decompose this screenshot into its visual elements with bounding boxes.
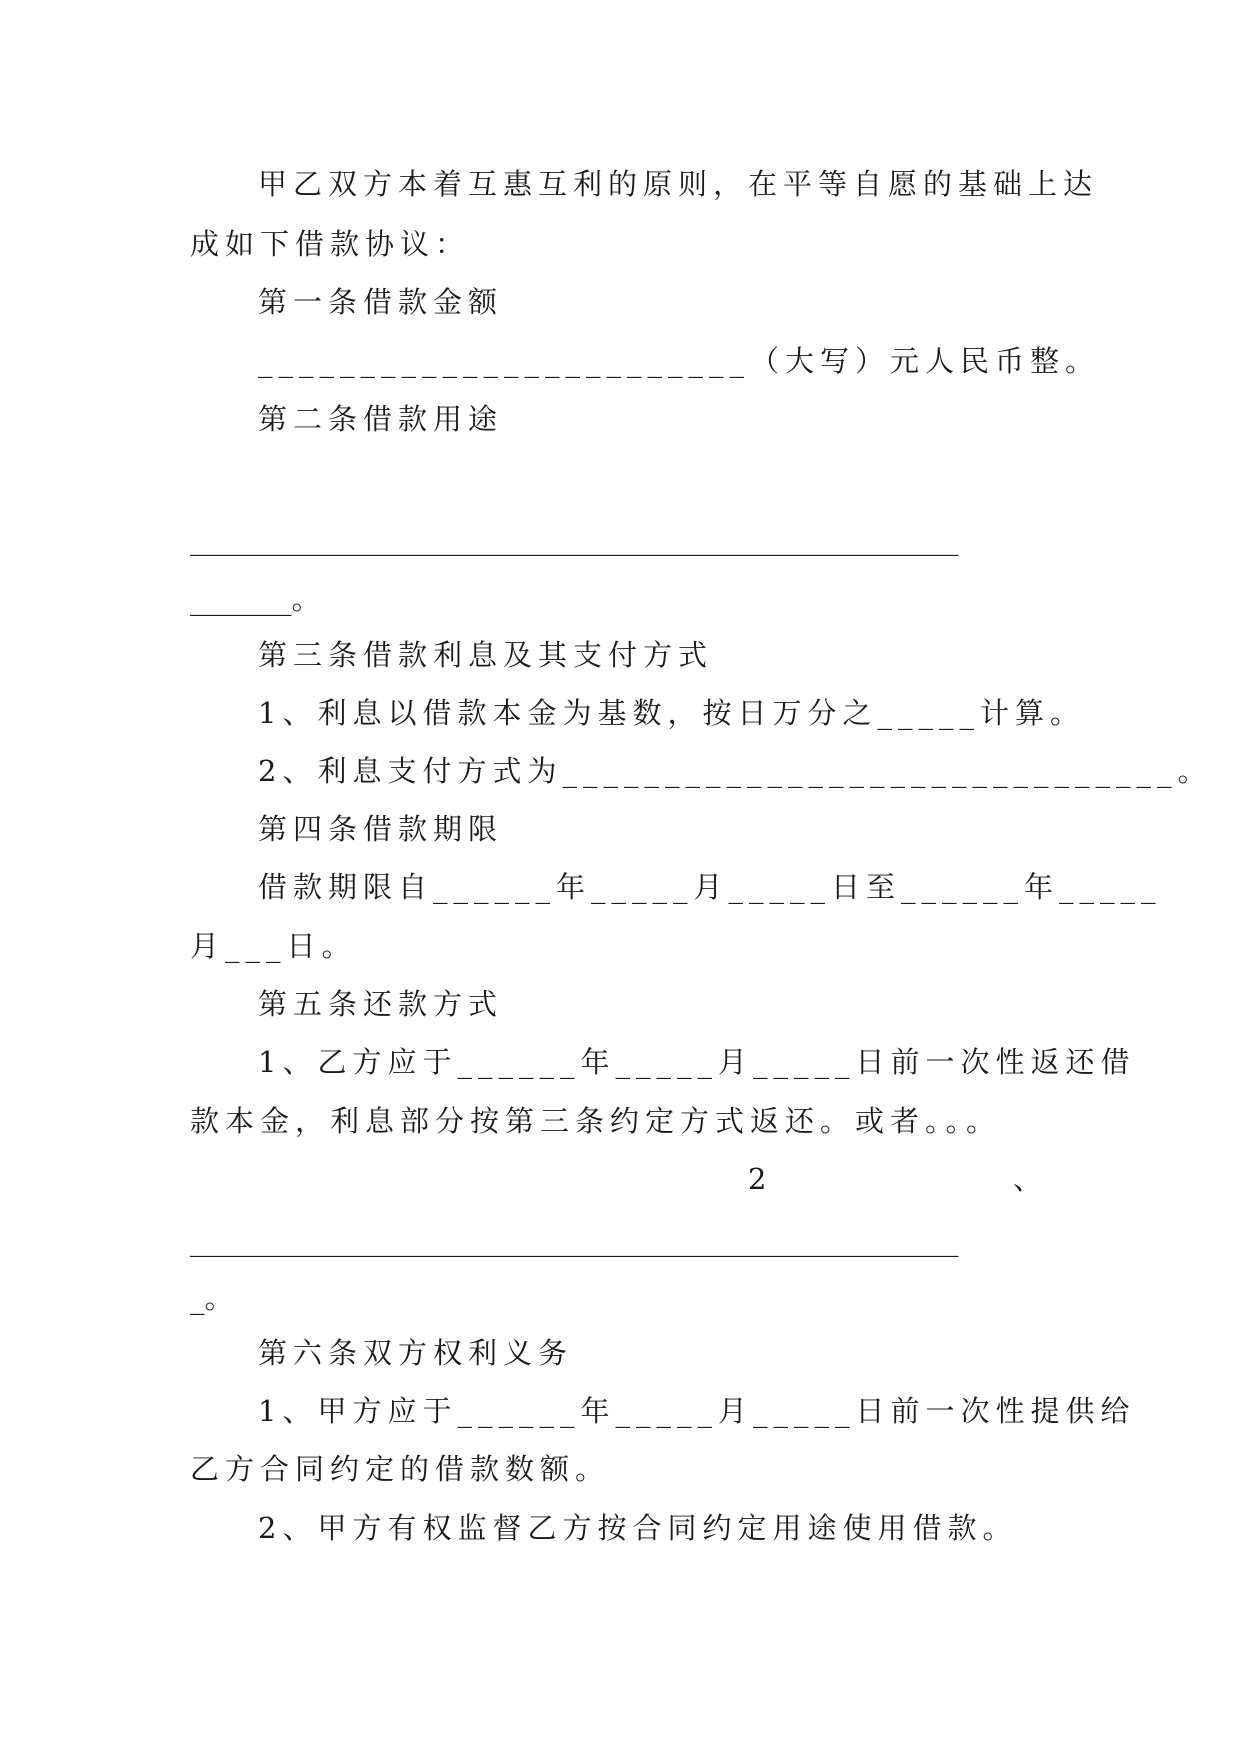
article-5-clause-2-blank-line-2: _。 bbox=[190, 1281, 234, 1315]
article-6-clause-1-line-2: 乙方合同约定的借款数额。 bbox=[190, 1452, 611, 1486]
article-6-clause-2: 2、甲方有权监督乙方按合同约定用途使用借款。 bbox=[258, 1511, 1018, 1545]
article-4-heading: 第四条借款期限 bbox=[258, 812, 504, 846]
article-5-clause-1-line-2: 款本金，利息部分按第三条约定方式返还。或者。。。 bbox=[190, 1104, 1002, 1138]
article-1-amount-line: ________________________（大写）元人民币整。 bbox=[258, 344, 1101, 378]
article-5-clause-2-number: 2 bbox=[748, 1162, 773, 1196]
paragraph-preamble-line-2: 成如下借款协议： bbox=[190, 227, 471, 261]
article-2-blank-line-2: _______。 bbox=[190, 582, 321, 616]
article-4-term-line-2: 月___日。 bbox=[190, 929, 357, 963]
article-3-heading: 第三条借款利息及其支付方式 bbox=[258, 638, 714, 672]
paragraph-preamble-line-1: 甲乙双方本着互惠互利的原则，在平等自愿的基础上达 bbox=[258, 167, 1099, 201]
article-5-clause-2-mark: 、 bbox=[1013, 1162, 1049, 1196]
article-5-clause-1-line-1: 1、乙方应于______年_____月_____日前一次性返还借 bbox=[258, 1045, 1136, 1079]
article-3-clause-1: 1、利息以借款本金为基数，按日万分之_____计算。 bbox=[258, 696, 1085, 730]
article-5-clause-2-blank-line-1: _____________________________________________________ bbox=[190, 1223, 959, 1257]
article-6-clause-1-line-1: 1、甲方应于______年_____月_____日前一次性提供给 bbox=[258, 1394, 1136, 1428]
article-1-heading: 第一条借款金额 bbox=[258, 285, 504, 319]
article-2-heading: 第二条借款用途 bbox=[258, 402, 504, 436]
article-4-term-line-1: 借款期限自______年_____月_____日至______年_____ bbox=[258, 870, 1162, 904]
article-6-heading: 第六条双方权利义务 bbox=[258, 1336, 574, 1370]
article-5-heading: 第五条还款方式 bbox=[258, 987, 504, 1021]
article-2-blank-line-1: _____________________________________________________ bbox=[190, 522, 959, 556]
article-3-clause-2: 2、利息支付方式为______________________________。 bbox=[258, 754, 1213, 788]
